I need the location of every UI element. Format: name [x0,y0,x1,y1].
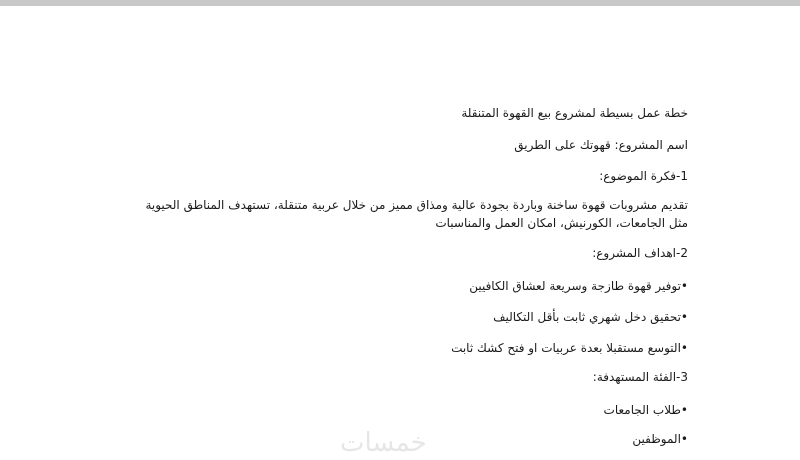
project-name: اسم المشروع: قهوتك على الطريق [514,138,688,152]
audience-heading: 3-الفئة المستهدفة: [592,370,688,384]
document-page [0,6,800,460]
goals-heading: 2-اهداف المشروع: [592,246,688,260]
goal-item: •تحقيق دخل شهري ثابت بأقل التكاليف [493,310,688,324]
audience-item: •الموظفين [632,432,688,446]
document-title: خطة عمل بسيطة لمشروع بيع القهوة المتنقلة [461,106,688,120]
idea-heading: 1-فكرة الموضوع: [599,169,688,183]
goal-item: •التوسع مستقبلا بعدة عربيات او فتح كشك ثابت [451,341,688,355]
goal-item: •توفير قهوة طازجة وسريعة لعشاق الكافيين [469,279,688,293]
audience-item: •طلاب الجامعات [603,403,688,417]
idea-paragraph: تقديم مشروبات قهوة ساخنة وباردة بجودة عالية ومذاق مميز من خلال عربية متنقلة، تستهدف المناطق الحيوية مثل الجامعات، الكورنيش، امكان العمل والمناسبات [145,198,688,230]
watermark-logo: خمسات [340,428,427,458]
